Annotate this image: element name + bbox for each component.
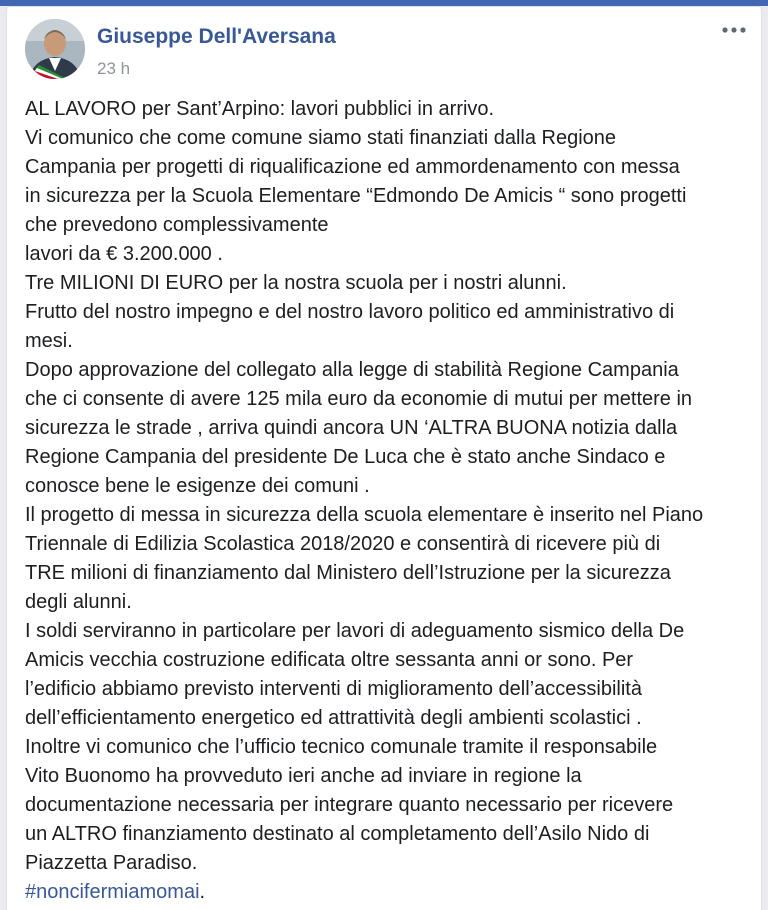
- post-line: documentazione necessaria per integrare quanto necessario per ricevere: [25, 794, 674, 816]
- post-timestamp[interactable]: 23 h: [97, 59, 131, 78]
- post-line: mesi.: [25, 330, 73, 352]
- post-line: un ALTRO finanziamento destinato al completamento dell’Asilo Nido di: [25, 823, 650, 845]
- author-name[interactable]: Giuseppe Dell'Aversana: [97, 25, 336, 48]
- post-line: in sicurezza per la Scuola Elementare “Edmondo De Amicis “ sono progetti: [25, 185, 687, 207]
- post-line: lavori da € 3.200.000 .: [25, 243, 223, 265]
- post-line: che ci consente di avere 125 mila euro da economie di mutui per mettere in: [25, 388, 693, 410]
- post-text: [25, 95, 757, 907]
- profile-photo-icon: [25, 19, 85, 79]
- post-line: Triennale di Edilizia Scolastica 2018/2020 e consentirà di ricevere più di: [25, 533, 661, 555]
- post-line: l’edificio abbiamo previsto interventi di miglioramento dell’accessibilità: [25, 678, 642, 700]
- post-line: che prevedono complessivamente: [25, 214, 329, 236]
- post-line: Frutto del nostro impegno e del nostro lavoro politico ed amministrativo di: [25, 301, 675, 323]
- post-card: [6, 6, 762, 910]
- post-line: sicurezza le strade , arriva quindi ancora UN ‘ALTRA BUONA notizia dalla: [25, 417, 678, 439]
- post-line: Regione Campania del presidente De Luca che è stato anche Sindaco e: [25, 446, 666, 468]
- post-line: Il progetto di messa in sicurezza della scuola elementare è inserito nel Piano: [25, 504, 704, 526]
- post-line: Amicis vecchia costruzione edificata oltre sessanta anni or sono. Per: [25, 649, 634, 671]
- post-line: I soldi serviranno in particolare per lavori di adeguamento sismico della De: [25, 620, 685, 642]
- post-line-hashtag: [25, 878, 757, 907]
- post-line: Vito Buonomo ha provveduto ieri anche ad inviare in regione la: [25, 765, 582, 787]
- post-line: Vi comunico che come comune siamo stati finanziati dalla Regione: [25, 127, 617, 149]
- post-line: Tre MILIONI DI EURO per la nostra scuola per i nostri alunni.: [25, 272, 567, 294]
- post-line: conosce bene le esigenze dei comuni .: [25, 475, 370, 497]
- avatar[interactable]: [25, 19, 85, 79]
- post-line: Inoltre vi comunico che l’ufficio tecnico comunale tramite il responsabile: [25, 736, 658, 758]
- post-line: degli alunni.: [25, 591, 132, 613]
- post-line: TRE milioni di finanziamento dal Ministero dell’Istruzione per la sicurezza: [25, 562, 671, 584]
- post-line: dell’efficientamento energetico ed attrattività degli ambienti scolastici .: [25, 707, 642, 729]
- post-line: Dopo approvazione del collegato alla legge di stabilità Regione Campania: [25, 359, 679, 381]
- more-options-icon[interactable]: [721, 21, 747, 39]
- hashtag-link[interactable]: #noncifermiamomai: [25, 881, 200, 903]
- post-line: Campania per progetti di riqualificazione ed ammordenamento con messa: [25, 156, 680, 178]
- post-line: AL LAVORO per Sant’Arpino: lavori pubblici in arrivo.: [25, 98, 495, 120]
- hashtag-period: .: [199, 881, 206, 903]
- post-line: Piazzetta Paradiso.: [25, 852, 198, 874]
